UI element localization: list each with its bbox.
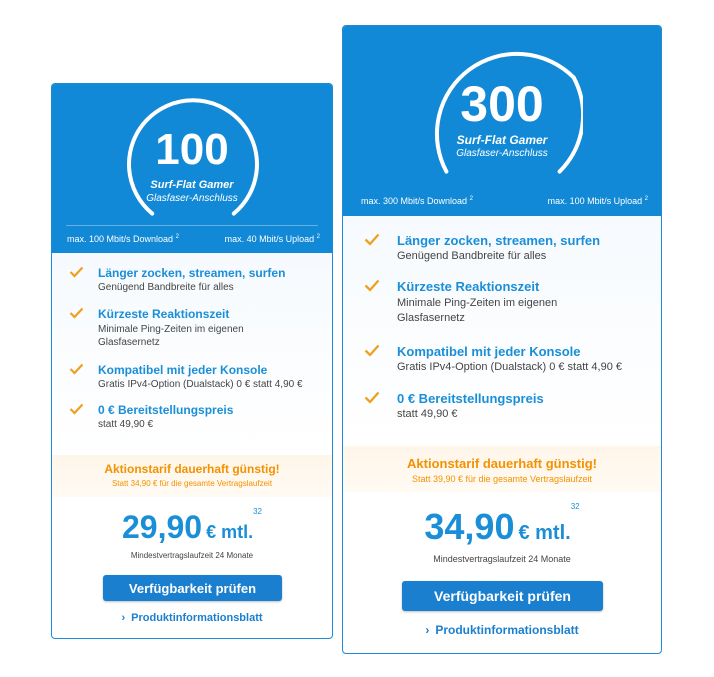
min-contract-term: Mindestvertragslaufzeit 24 Monate bbox=[130, 551, 254, 560]
price-footnote: 32 bbox=[253, 507, 262, 516]
checkmark-icon bbox=[364, 233, 380, 246]
check-availability-button[interactable]: Verfügbarkeit prüfen bbox=[402, 581, 603, 611]
price-suffix: € mtl. bbox=[206, 522, 254, 542]
download-rate: max. 300 Mbit/s Download $^2$ bbox=[361, 196, 473, 206]
price bbox=[343, 502, 661, 548]
tariff-header bbox=[343, 26, 661, 216]
checkmark-icon bbox=[69, 307, 84, 319]
checkmark-icon bbox=[364, 344, 380, 357]
feature-title: Kürzeste Reaktionszeit bbox=[397, 279, 540, 294]
upload-rate: max. 100 Mbit/s Upload $^2$ bbox=[547, 196, 648, 206]
feature-description: Genügend Bandbreite für alles bbox=[397, 250, 547, 262]
feature-title: Länger zocken, streamen, surfen bbox=[98, 266, 286, 280]
min-contract-term: Mindestvertragslaufzeit 24 Monate bbox=[433, 554, 571, 564]
promo-title: Aktionstarif dauerhaft günstig! bbox=[104, 462, 280, 476]
feature-description: Minimale Ping-Zeiten im eigenen Glasfasernetz bbox=[98, 324, 244, 348]
plan-name: Surf-Flat Gamer bbox=[150, 179, 234, 191]
upload-rate: max. 40 Mbit/s Upload $^2$ bbox=[224, 234, 320, 244]
speed-value: 300 bbox=[460, 76, 544, 132]
feature-description: Gratis IPv4-Option (Dualstack) 0 € statt 4,90 € bbox=[397, 361, 622, 373]
plan-subtitle: Glasfaser-Anschluss bbox=[146, 193, 238, 204]
header-divider bbox=[66, 225, 318, 226]
price-value: 29,90 bbox=[122, 509, 203, 545]
chevron-right-icon: › bbox=[425, 623, 430, 637]
price-value: 34,90 bbox=[424, 506, 515, 547]
plan-name: Surf-Flat Gamer bbox=[456, 133, 548, 147]
feature-description: statt 49,90 € bbox=[98, 419, 154, 430]
promo-subtitle: Statt 39,90 € für die gesamte Vertragslaufzeit bbox=[411, 474, 593, 484]
feature-title: 0 € Bereitstellungspreis bbox=[397, 391, 544, 406]
promo-title: Aktionstarif dauerhaft günstig! bbox=[407, 456, 597, 471]
feature-title: Kompatibel mit jeder Konsole bbox=[397, 344, 581, 359]
feature-list bbox=[343, 216, 661, 444]
checkmark-icon bbox=[69, 403, 84, 415]
feature-title: Kompatibel mit jeder Konsole bbox=[98, 363, 268, 377]
plan-subtitle: Glasfaser-Anschluss bbox=[456, 148, 548, 159]
promo-banner bbox=[343, 446, 661, 492]
feature-list bbox=[52, 253, 332, 453]
promo-subtitle: Statt 34,90 € für die gesamte Vertragslaufzeit bbox=[111, 479, 273, 488]
feature-description: statt 49,90 € bbox=[397, 408, 458, 420]
feature-description: Gratis IPv4-Option (Dualstack) 0 € statt 4,90 € bbox=[98, 379, 303, 390]
tariff-card-300 bbox=[342, 25, 662, 654]
check-availability-button[interactable]: Verfügbarkeit prüfen bbox=[103, 575, 282, 601]
price-suffix: € mtl. bbox=[518, 522, 571, 544]
feature-title: 0 € Bereitstellungspreis bbox=[98, 403, 234, 417]
price bbox=[52, 509, 332, 546]
promo-banner bbox=[52, 455, 332, 497]
download-rate: max. 100 Mbit/s Download $^2$ bbox=[67, 234, 179, 244]
chevron-right-icon: › bbox=[121, 612, 126, 624]
feature-title: Kürzeste Reaktionszeit bbox=[98, 307, 230, 321]
feature-description: Minimale Ping-Zeiten im eigenen Glasfasernetz bbox=[397, 297, 558, 324]
checkmark-icon bbox=[69, 266, 84, 278]
tariff-card-100 bbox=[51, 83, 333, 639]
checkmark-icon bbox=[364, 391, 380, 404]
price-footnote: 32 bbox=[570, 502, 580, 511]
checkmark-icon bbox=[364, 279, 380, 292]
tariff-header bbox=[52, 84, 332, 253]
feature-description: Genügend Bandbreite für alles bbox=[98, 282, 234, 293]
speed-value: 100 bbox=[155, 125, 229, 174]
product-info-link[interactable]: › Produktinformationsblatt bbox=[121, 612, 263, 624]
checkmark-icon bbox=[69, 363, 84, 375]
feature-title: Länger zocken, streamen, surfen bbox=[397, 233, 601, 248]
product-info-link[interactable]: › Produktinformationsblatt bbox=[425, 623, 579, 637]
